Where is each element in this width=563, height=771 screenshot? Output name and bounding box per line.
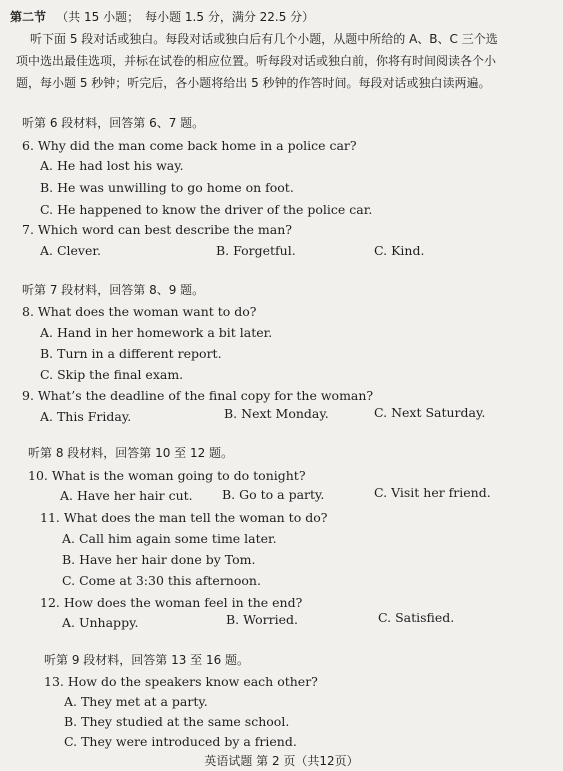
question-8-option-b: B. Turn in a different report. <box>40 346 222 361</box>
question-12-option-b: B. Worried. <box>226 612 298 627</box>
question-6-option-c: C. He happened to know the driver of the police car. <box>40 202 373 217</box>
question-6-option-a: A. He had lost his way. <box>40 158 184 173</box>
question-stem-6: 6. Why did the man come back home in a police car? <box>22 138 357 153</box>
question-9-option-c: C. Next Saturday. <box>374 405 486 420</box>
question-7-option-b: B. Forgetful. <box>216 243 296 258</box>
question-stem-7: 7. Which word can best describe the man? <box>22 222 292 237</box>
group-header-8: 听第 8 段材料，回答第 10 至 12 题。 <box>28 446 234 460</box>
question-13-option-c: C. They were introduced by a friend. <box>64 734 297 749</box>
question-6-option-b: B. He was unwilling to go home on foot. <box>40 180 294 195</box>
instruction-line-2: 项中选出最佳选项，并标在试卷的相应位置。听每段对话或独白前，你将有时间阅读各个小 <box>16 54 497 68</box>
question-12-option-c: C. Satisfied. <box>378 610 455 625</box>
question-13-option-a: A. They met at a party. <box>64 694 208 709</box>
question-8-option-c: C. Skip the final exam. <box>40 367 184 382</box>
group-header-9: 听第 9 段材料，回答第 13 至 16 题。 <box>44 653 250 667</box>
instruction-line-1: 听下面 5 段对话或独白。每段对话或独白后有几个小题，从题中所给的 A、B、C 三个选 <box>30 32 498 46</box>
question-7-option-a: A. Clever. <box>40 243 101 258</box>
question-stem-9: 9. What’s the deadline of the final copy for the woman? <box>22 388 374 403</box>
section-meta: （共 15 小题； 每小题 1.5 分，满分 22.5 分） <box>56 10 315 24</box>
page-footer: 英语试题 第 2 页（共12页） <box>204 754 359 768</box>
question-7-option-c: C. Kind. <box>374 243 425 258</box>
group-header-6: 听第 6 段材料，回答第 6、7 题。 <box>22 116 205 130</box>
question-12-option-a: A. Unhappy. <box>62 615 139 630</box>
question-10-option-a: A. Have her hair cut. <box>60 488 193 503</box>
section-title-text: 第二节 <box>10 10 47 24</box>
question-10-option-c: C. Visit her friend. <box>374 485 491 500</box>
question-8-option-a: A. Hand in her homework a bit later. <box>40 325 273 340</box>
group-header-7: 听第 7 段材料，回答第 8、9 题。 <box>22 283 205 297</box>
question-11-option-b: B. Have her hair done by Tom. <box>62 552 256 567</box>
question-9-option-a: A. This Friday. <box>40 409 132 424</box>
instruction-line-3: 题，每小题 5 秒钟；听完后，各小题将给出 5 秒钟的作答时间。每段对话或独白读两遍。 <box>16 76 491 90</box>
section-title <box>10 10 314 25</box>
question-13-option-b: B. They studied at the same school. <box>64 714 290 729</box>
question-stem-10: 10. What is the woman going to do tonight? <box>28 468 306 483</box>
question-11-option-c: C. Come at 3:30 this afternoon. <box>62 573 261 588</box>
question-stem-8: 8. What does the woman want to do? <box>22 304 257 319</box>
question-stem-12: 12. How does the woman feel in the end? <box>40 595 303 610</box>
question-stem-11: 11. What does the man tell the woman to do? <box>40 510 328 525</box>
question-stem-13: 13. How do the speakers know each other? <box>44 674 318 689</box>
question-9-option-b: B. Next Monday. <box>224 406 329 421</box>
question-11-option-a: A. Call him again some time later. <box>62 531 277 546</box>
question-10-option-b: B. Go to a party. <box>222 487 325 502</box>
